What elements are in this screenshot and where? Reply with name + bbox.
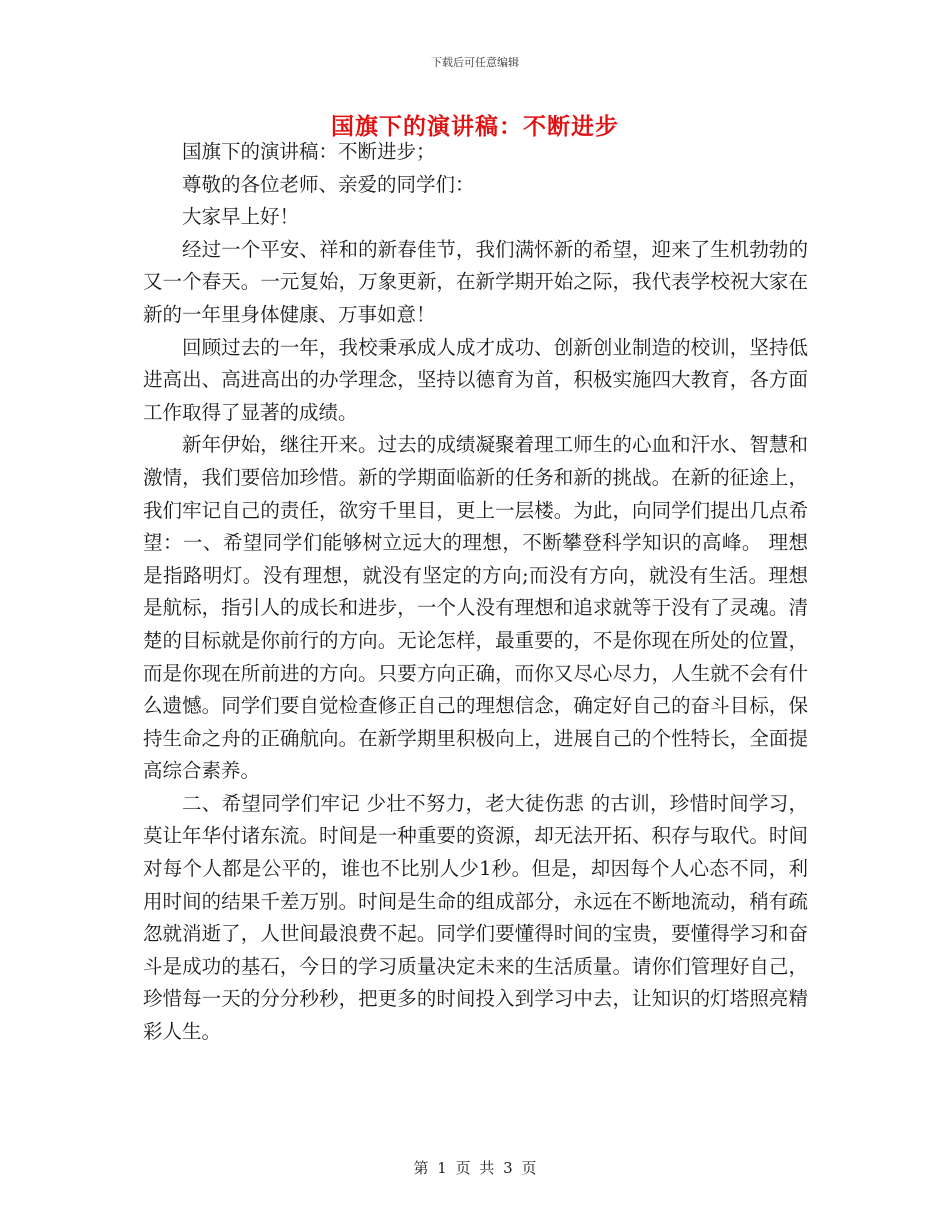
document-body (143, 136, 808, 1049)
paragraph-body: 新年伊始，继往开来。过去的成绩凝聚着理工师生的心血和汗水、智慧和激情，我们要倍加珍惜。新的学期面临新的任务和新的挑战。在新的征途上，我们牢记自己的责任，欲穷千里目，更上一层楼。为此，向同学们提出几点希望：一、希望同学们能够树立远大的理想，不断攀登科学知识的高峰。 理想是指路明灯。没有理想，就没有坚定的方向;而没有方向，就没有生活。理想是航标，指引人的成长和进步，一个人没有理想和追求就等于没有了灵魂。清楚的目标就是你前行的方向。无论怎样，最重要的，不是你现在所处的位置，而是你现在所前进的方向。只要方向正确，而你又尽心尽力，人生就不会有什么遗憾。同学们要自觉检查修正自己的理想信念，确定好自己的奋斗目标，保持生命之舟的正确航向。在新学期里积极向上，进展自己的个性特长，全面提高综合素养。 (143, 433, 808, 783)
paragraph-salutation: 尊敬的各位老师、亲爱的同学们： (182, 172, 475, 196)
paragraph-body: 回顾过去的一年，我校秉承成人成才成功、创新创业制造的校训，坚持低进高出、高进高出的办学理念，坚持以德育为首，积极实施四大教育，各方面工作取得了显著的成绩。 (143, 335, 808, 424)
paragraph-subtitle: 国旗下的演讲稿：不断进步； (182, 140, 436, 163)
document-title: 国旗下的演讲稿：不断进步 (331, 114, 619, 140)
page-number-footer: 第 1 页 共 3 页 (413, 1159, 537, 1177)
page-header-note: 下载后可任意编辑 (431, 56, 519, 69)
paragraph-body: 二、希望同学们牢记 少壮不努力，老大徒伤悲 的古训，珍惜时间学习，莫让年华付诸东流。时间是一种重要的资源，却无法开拓、积存与取代。时间对每个人都是公平的，谁也不比别人少1秒。但是，却因每个人心态不同，利用时间的结果千差万别。时间是生命的组成部分，永远在不断地流动，稍有疏忽就消逝了，人世间最浪费不起。同学们要懂得时间的宝贵，要懂得学习和奋斗是成功的基石，今日的学习质量决定未来的生活质量。请你们管理好自己，珍惜每一天的分分秒秒，把更多的时间投入到学习中去，让知识的灯塔照亮精彩人生。 (143, 791, 808, 1044)
paragraph-body: 经过一个平安、祥和的新春佳节，我们满怀新的希望，迎来了生机勃勃的又一个春天。一元复始，万象更新，在新学期开始之际，我代表学校祝大家在新的一年里身体健康、万事如意！ (143, 237, 808, 326)
paragraph-greeting: 大家早上好！ (182, 205, 300, 229)
